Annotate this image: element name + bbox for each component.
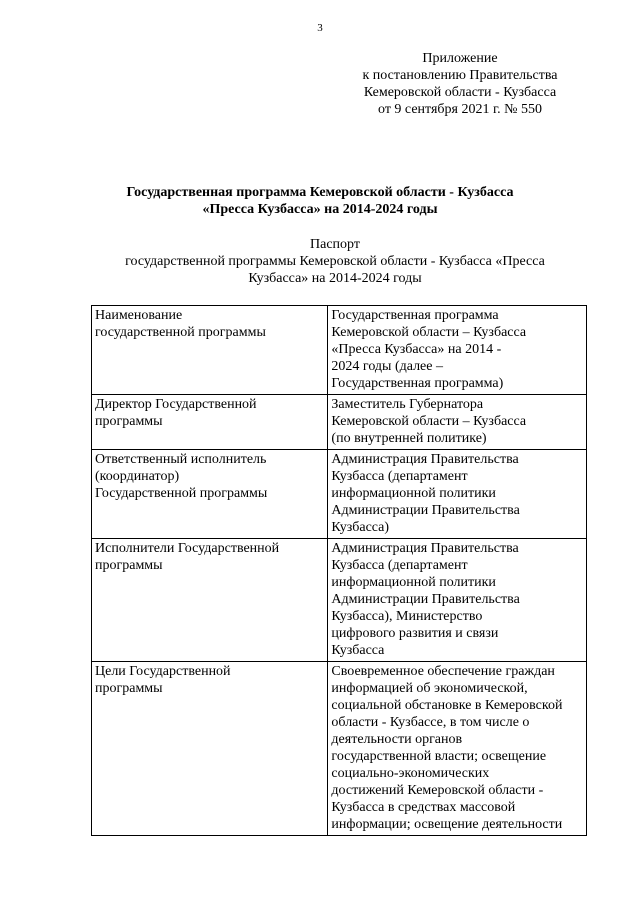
table-row	[92, 662, 587, 836]
page-number: 3	[317, 22, 323, 34]
appendix-header	[330, 50, 590, 118]
row-label-program-name: Наименование государственной программы	[92, 306, 328, 395]
appendix-line-3: Кемеровской области - Кузбасса	[363, 85, 557, 100]
passport-title-line-3: Кузбасса» на 2014-2024 годы	[248, 271, 422, 286]
table-row	[92, 395, 587, 450]
row-label-director: Директор Государственной программы	[92, 395, 328, 450]
program-title-line-2: «Пресса Кузбасса» на 2014-2024 годы	[202, 202, 438, 217]
row-label-executors: Исполнители Государственной программы	[92, 539, 328, 662]
passport-title-line-2: государственной программы Кемеровской области - Кузбасса «Пресса	[125, 254, 545, 269]
row-value-executors: Администрация Правительства Кузбасса (департамент информационной политики Администрации Правительства Кузбасса), Министерство цифрового развития и связи Кузбасса	[328, 539, 587, 662]
row-label-goals: Цели Государственной программы	[92, 662, 328, 836]
row-value-goals: Своевременное обеспечение граждан информацией об экономической, социальной обстановке в Кемеровской области - Кузбассе, в том числе о деятельности органов государственной власти; освещение социально-экономических достижений Кемеровской области - Кузбасса в средствах массовой информации; освещение деятельности	[328, 662, 587, 836]
program-title	[60, 184, 580, 218]
row-value-program-name: Государственная программа Кемеровской области – Кузбасса «Пресса Кузбасса» на 2014 - 2024 годы (далее – Государственная программа)	[328, 306, 587, 395]
appendix-line-4: от 9 сентября 2021 г. № 550	[378, 102, 542, 117]
table-row	[92, 306, 587, 395]
row-label-responsible-executor: Ответственный исполнитель (координатор) Государственной программы	[92, 450, 328, 539]
appendix-line-2: к постановлению Правительства	[362, 68, 558, 83]
row-value-director: Заместитель Губернатора Кемеровской области – Кузбасса (по внутренней политике)	[328, 395, 587, 450]
passport-table	[91, 305, 587, 836]
passport-title-line-1: Паспорт	[310, 237, 360, 252]
table-row	[92, 539, 587, 662]
appendix-line-1: Приложение	[422, 51, 498, 66]
program-title-line-1: Государственная программа Кемеровской области - Кузбасса	[126, 185, 514, 200]
passport-title	[90, 236, 580, 287]
row-value-responsible-executor: Администрация Правительства Кузбасса (департамент информационной политики Администрации Правительства Кузбасса)	[328, 450, 587, 539]
table-row	[92, 450, 587, 539]
